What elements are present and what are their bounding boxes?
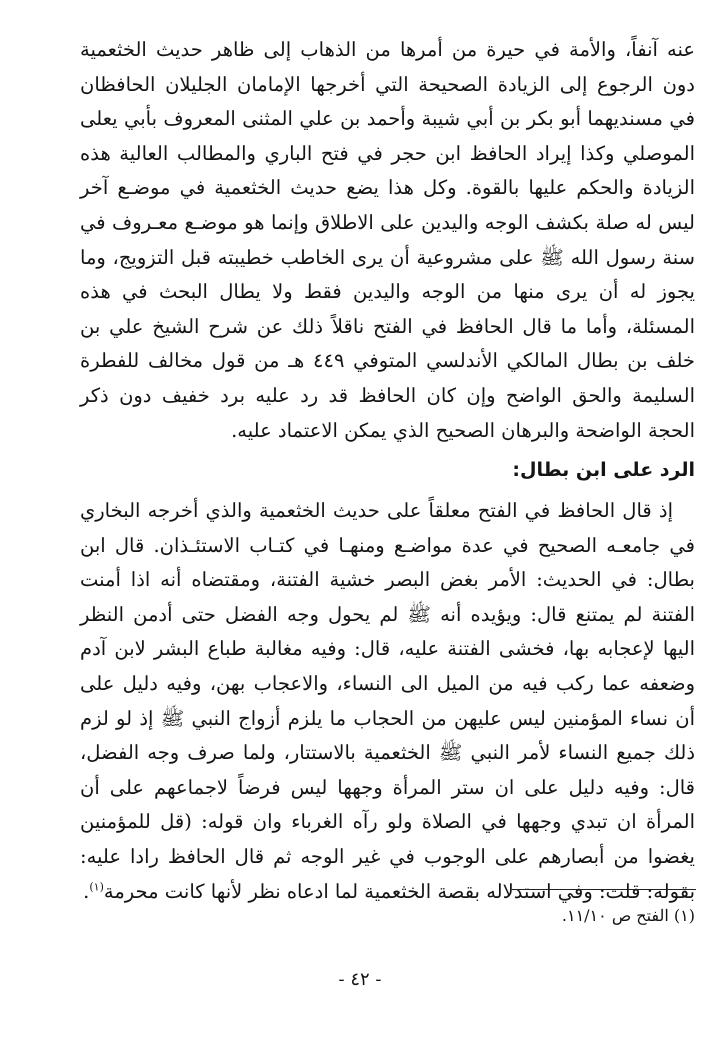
paragraph-2: إذ قال الحافظ في الفتح معلقاً على حديث الخثعمية والذي أخرجه البخاري في جامعـه الصحيح في عدة مواضـع ومنهـا في كتـاب الاستئـذان. قال ابن بطال: في الحديث: الأمر بغض البصر خشية الفتنة، ومقتضاه أنه اذا أمنت الفتنة لم يمتنع قال: ويؤيده أنه ﷺ لم يحول وجه الفضل حتى أدمن النظر اليها لإعجابه بها، فخشى الفتنة عليه، قال: وفيه مغالبة طباع البشر لابن آدم وضعفه عما ركب فيه من الميل الى النساء، والاعجاب بهن، وفيه دليل على أن نساء المؤمنين ليس عليهن من الحجاب ما يلزم أزواج النبي ﷺ إذ لو لزم ذلك جميع النساء لأمر النبي ﷺ الخثعمية بالاستتار، ولما صرف وجه الفضل، قال: وفيه دليل على ان ستر المرأة وجهها ليس فرضاً لاجماعهم على أن المرأة ان تبدي وجهها في الصلاة ولو رآه الغرباء وان قوله: (قل للمؤمنين يغضوا من أبصارهم على الوجوب في غير الوجه ثم قال الحافظ رادا عليه: بقوله: قلت: وفي استدلاله بقصة الخثعمية لما ادعاه نظر لأنها كانت محرمة$^{(١)}$. — [80, 499, 695, 903]
section-heading: الرد على ابن بطال: — [512, 459, 695, 481]
footnote-separator-line — [512, 889, 696, 890]
page-number: - ٤٢ - — [338, 969, 382, 990]
paragraph-1: عنه آنفاً، والأمة في حيرة من أمرها من الذهاب إلى ظاهر حديث الخثعمية دون الرجوع إلى الزيادة الصحيحة التي أخرجها الإمامان الجليلان الحافظان في مسنديهما أبو بكر بن أبي شيبة وأحمد بن علي المثنى المعروف بأبي يعلى الموصلي وكذا إيراد الحافظ ابن حجر في فتح الباري والمطالب العالية هذه الزيادة والحكم عليها بالقوة. وكل هذا يضع حديث الخثعمية في موضـع آخر ليس له صلة بكشف الوجه واليدين على الاطلاق وإنما هو موضـع معـروف في سنة رسول الله ﷺ على مشروعية أن يرى الخاطب خطيبته قبل التزويج، وما يجوز له أن يرى منها من الوجه واليدين فقط ولا يطال البحث في هذه المسئلة، وأما ما قال الحافظ في الفتح ناقلاً ذلك عن شرح الشيخ علي بن خلف بن بطال المالكي الأندلسي المتوفي ٤٤٩ هـ من قول مخالف للفطرة السليمة والحق الواضح وإن كان الحافظ قد رد عليه برد خفيف دون ذكر الحجة الواضحة والبرهان الصحيح الذي يمكن الاعتماد عليه. — [80, 38, 695, 442]
footnote-reference-marker: (١) — [89, 880, 104, 894]
footnote: (١) الفتح ص ١١/١٠. — [561, 906, 695, 925]
paragraph-2-text: إذ قال الحافظ في الفتح معلقاً على حديث الخثعمية والذي أخرجه البخاري في جامعـه الصحيح في عدة مواضـع ومنهـا في كتـاب الاستئـذان. قال ابن بطال: في الحديث: الأمر بغض البصر خشية الفتنة، ومقتضاه أنه اذا أمنت الفتنة لم يمتنع قال: ويؤيده أنه ﷺ لم يحول وجه الفضل حتى أدمن النظر اليها لإعجابه بها، فخشى الفتنة عليه، قال: وفيه مغالبة طباع البشر لابن آدم وضعفه عما ركب فيه من الميل الى النساء، والاعجاب بهن، وفيه دليل على أن نساء المؤمنين ليس عليهن من الحجاب ما يلزم أزواج النبي ﷺ إذ لو لزم ذلك جميع النساء لأمر النبي ﷺ الخثعمية بالاستتار، ولما صرف وجه الفضل، قال: وفيه دليل على ان ستر المرأة وجهها ليس فرضاً لاجماعهم على أن المرأة ان تبدي وجهها في الصلاة ولو رآه الغرباء وان قوله: (قل للمؤمنين يغضوا من أبصارهم على الوجوب في غير الوجه ثم قال الحافظ رادا عليه: بقوله: قلت: وفي استدلاله بقصة الخثعمية لما ادعاه نظر لأنها كانت محرمة — [80, 499, 695, 903]
